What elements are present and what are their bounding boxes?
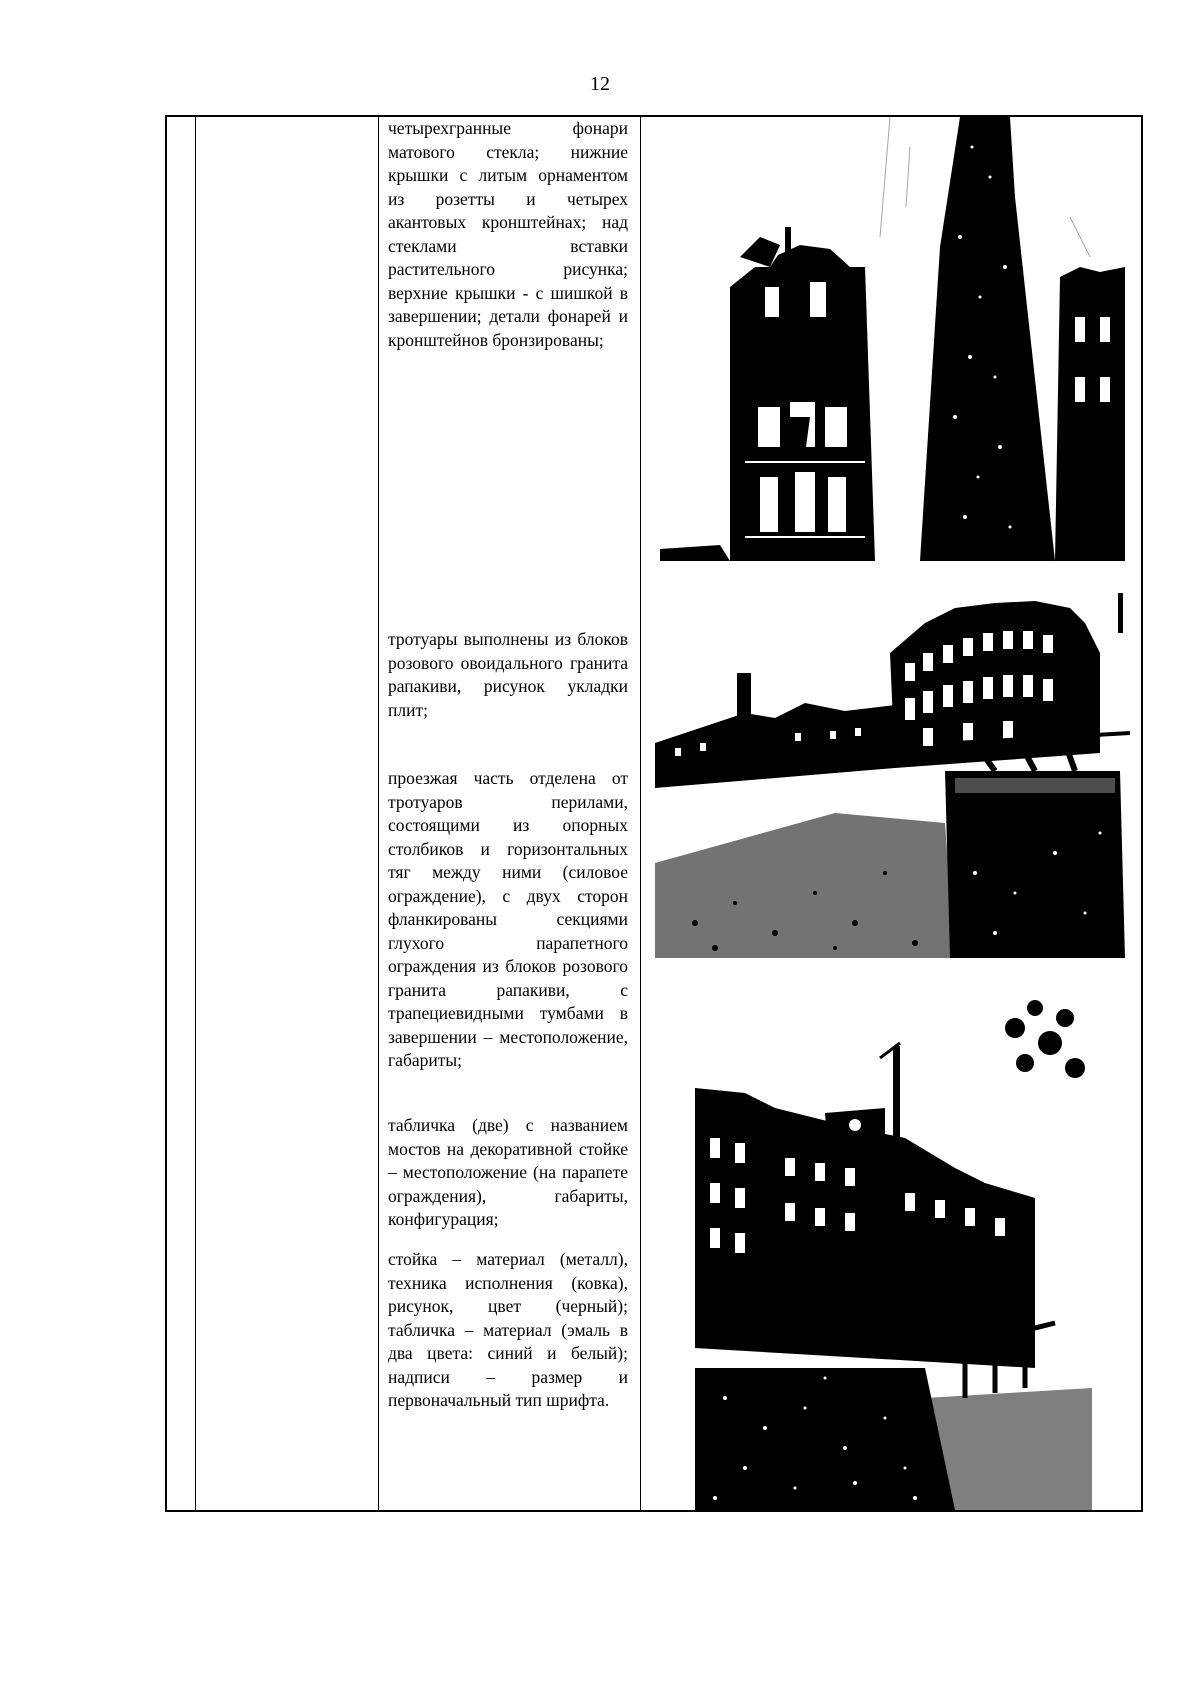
description-stand-and-plate: стойка – материал (металл), техника исполнения (ковка), рисунок, цвет (черный); табличка – материал (эмаль в два цвета: синий и белый); надписи – размер и первоначальный тип шрифта.	[388, 1249, 628, 1410]
description-railings: проезжая часть отделена от тротуаров перилами, состоящими из опорных столбиков и горизонтальных тяг между ними (силовое ограждение), с двух сторон фланкированы секциями глухого парапетного ограждения из блоков розового гранита рапакиви, с трапециевидными тумбами в завершении – местоположение, габариты;	[388, 768, 628, 1070]
table-column-divider-1	[195, 117, 196, 1510]
description-lanterns-cell	[388, 117, 628, 352]
description-railings-cell	[388, 767, 628, 1073]
description-stand-cell	[388, 1248, 628, 1413]
table-column-divider-3	[640, 117, 641, 1510]
description-sidewalks: тротуары выполнены из блоков розового овоидального гранита рапакиви, рисунок укладки плит;	[388, 629, 628, 720]
table-column-divider-2	[378, 117, 379, 1510]
page-number: 12	[590, 73, 610, 95]
description-plates: табличка (две) с названием мостов на декоративной стойке – местоположение (на парапете ограждения), габариты, конфигурация;	[388, 1115, 628, 1229]
description-plates-cell	[388, 1114, 628, 1232]
description-lanterns: четырехгранные фонари матового стекла; нижние крышки с литым орнаментом из розетты и четырех акантовых кронштейнах; над стеклами вставки растительного рисунка; верхние крышки - с шишкой в завершении; детали фонарей и кронштейнов бронзированы;	[388, 118, 628, 350]
photo-embankment-parapet	[655, 593, 1130, 958]
photo-street-sign-stand	[655, 968, 1092, 1510]
photo-lantern-building	[660, 117, 1125, 561]
description-sidewalks-cell	[388, 628, 628, 722]
